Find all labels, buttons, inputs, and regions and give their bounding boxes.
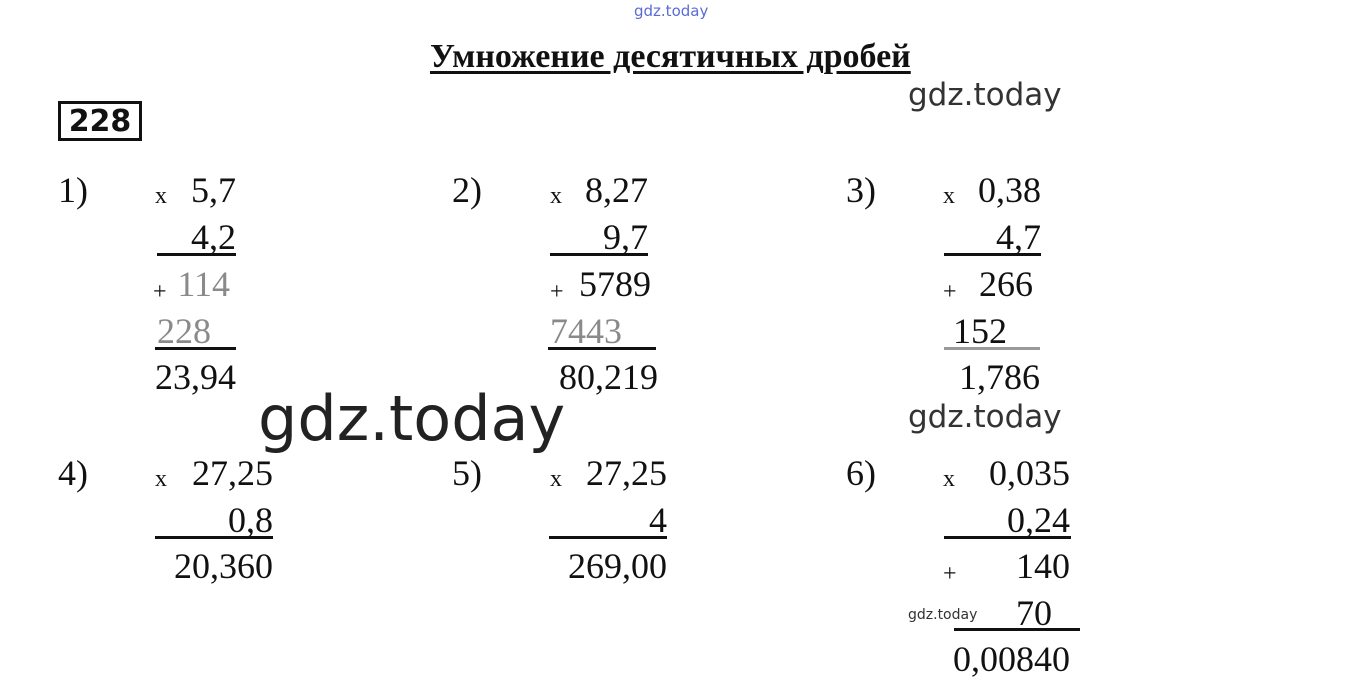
rule-line — [155, 536, 273, 539]
times-sign: x — [155, 466, 167, 492]
result: 269,00 — [568, 546, 667, 586]
multiplier: 4,7 — [996, 217, 1041, 257]
problem-label: 3) — [846, 170, 876, 210]
rule-line — [157, 253, 236, 256]
rule-line — [954, 628, 1080, 631]
problem-label: 1) — [58, 170, 88, 210]
partial-product: 7443 — [550, 311, 622, 351]
partial-product: 5789 — [579, 264, 651, 304]
rule-line — [548, 347, 656, 350]
partial-product: 70 — [1016, 593, 1052, 633]
partial-product: 228 — [157, 311, 211, 351]
watermark-middle-right: gdz.today — [908, 399, 1062, 435]
multiplier: 0,8 — [228, 500, 273, 540]
problem-label: 4) — [58, 453, 88, 493]
result: 0,00840 — [953, 639, 1070, 679]
rule-line — [549, 536, 667, 539]
rule-line — [944, 536, 1071, 539]
partial-product: 140 — [1016, 546, 1070, 586]
multiplicand: 8,27 — [585, 170, 648, 210]
problem-label: 5) — [452, 453, 482, 493]
result: 80,219 — [559, 357, 658, 397]
multiplier: 9,7 — [603, 217, 648, 257]
watermark-small: gdz.today — [908, 607, 978, 623]
multiplicand: 5,7 — [191, 170, 236, 210]
problem-label: 2) — [452, 170, 482, 210]
multiplicand: 0,035 — [989, 453, 1070, 493]
watermark-under-title: gdz.today — [908, 77, 1062, 113]
watermark-top: gdz.today — [634, 2, 709, 20]
partial-product: 152 — [953, 311, 1007, 351]
rule-line — [550, 253, 648, 256]
multiplicand: 27,25 — [586, 453, 667, 493]
problem-label: 6) — [846, 453, 876, 493]
times-sign: x — [550, 183, 562, 209]
multiplier: 4,2 — [191, 217, 236, 257]
rule-line — [155, 347, 236, 350]
multiplicand: 0,38 — [978, 170, 1041, 210]
plus-sign: + — [153, 279, 167, 305]
times-sign: x — [943, 466, 955, 492]
times-sign: x — [155, 183, 167, 209]
result: 1,786 — [959, 357, 1040, 397]
task-number-box: 228 — [58, 101, 142, 141]
multiplier: 0,24 — [1007, 500, 1070, 540]
rule-line — [944, 253, 1041, 256]
plus-sign: + — [550, 279, 564, 305]
times-sign: x — [550, 466, 562, 492]
plus-sign: + — [943, 279, 957, 305]
multiplicand: 27,25 — [192, 453, 273, 493]
times-sign: x — [943, 183, 955, 209]
rule-line — [944, 347, 1040, 350]
partial-product: 114 — [177, 264, 230, 304]
result: 20,360 — [174, 546, 273, 586]
page-title: Умножение десятичных дробей — [430, 38, 911, 75]
multiplier: 4 — [649, 500, 667, 540]
result: 23,94 — [155, 357, 236, 397]
watermark-large: gdz.today — [258, 382, 566, 455]
partial-product: 266 — [979, 264, 1033, 304]
plus-sign: + — [943, 561, 957, 587]
